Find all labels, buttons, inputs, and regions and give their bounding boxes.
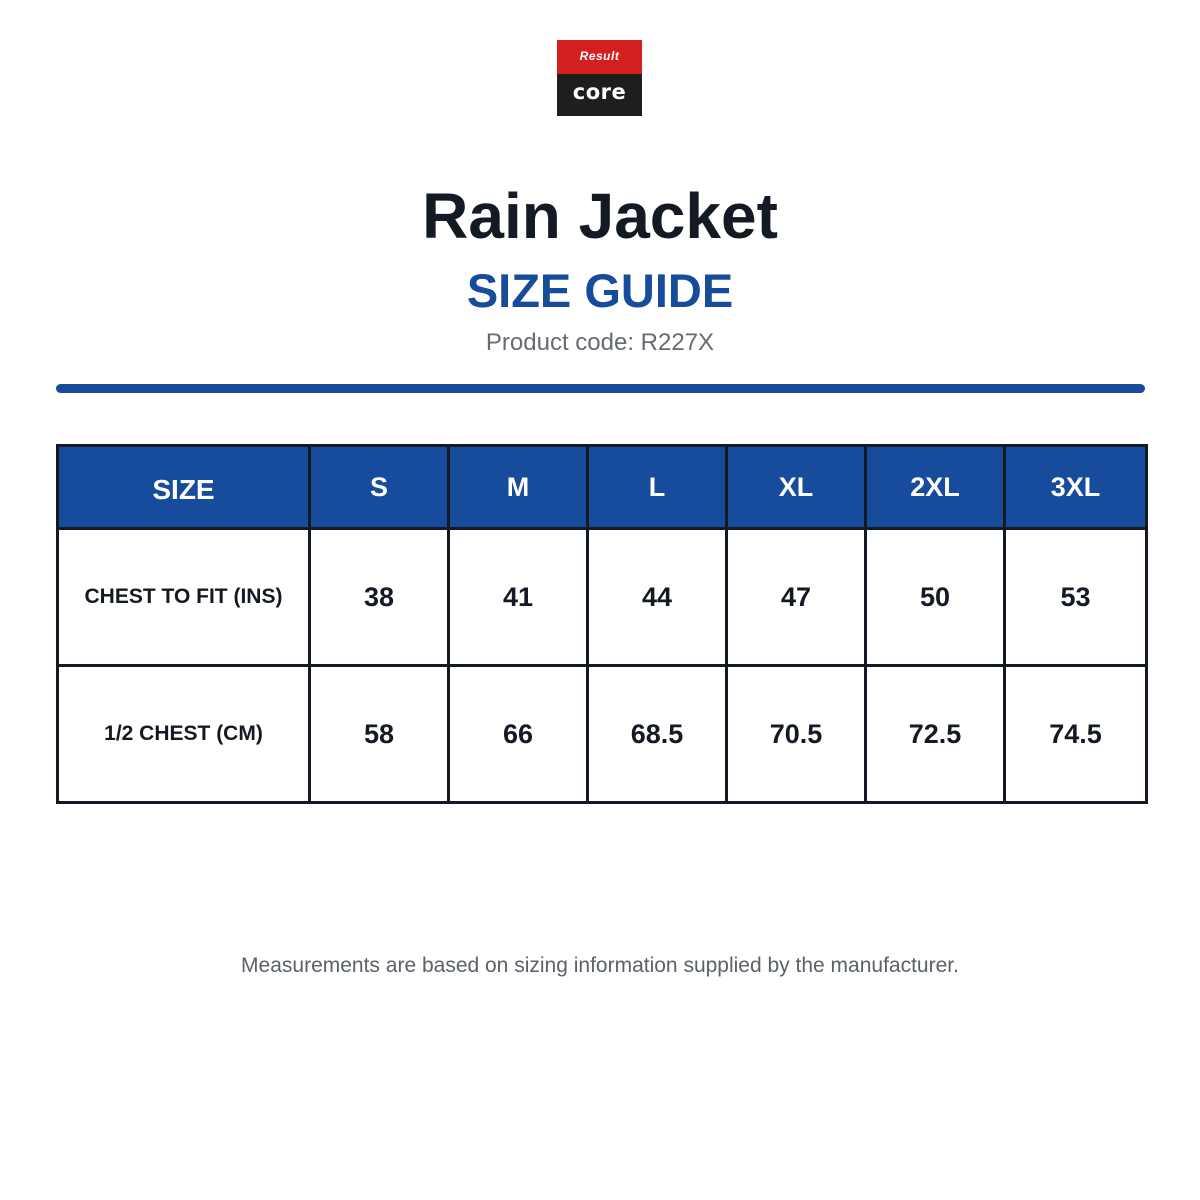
table-header-row [58,446,1147,529]
table-cell: 38 [310,529,449,666]
column-header: 3XL [1005,446,1147,529]
table-row [58,529,1147,666]
product-code: Product code: R227X [485,329,715,356]
column-header: M [449,446,588,529]
brand-logo [557,40,642,116]
column-header: XL [727,446,866,529]
column-header-size: SIZE [58,446,310,529]
page-subtitle: SIZE GUIDE [466,264,734,317]
logo-bottom-text: core [572,80,627,104]
table-cell: 47 [727,529,866,666]
footnote: Measurements are based on sizing information supplied by the manufacturer. [241,954,959,977]
logo-top-text: Result [579,48,620,63]
table-cell: 70.5 [727,666,866,803]
table-cell: 41 [449,529,588,666]
table-row [58,666,1147,803]
column-header: L [588,446,727,529]
logo-top-band [557,40,642,74]
size-table [56,444,1148,804]
column-header: 2XL [866,446,1005,529]
row-label: 1/2 CHEST (CM) [58,666,310,803]
table-cell: 44 [588,529,727,666]
table-cell: 53 [1005,529,1147,666]
logo-bottom-band [557,74,642,116]
table-cell: 66 [449,666,588,803]
column-header: S [310,446,449,529]
table-cell: 72.5 [866,666,1005,803]
page-title: Rain Jacket [422,180,778,252]
table-cell: 50 [866,529,1005,666]
table-cell: 74.5 [1005,666,1147,803]
row-label: CHEST TO FIT (INS) [58,529,310,666]
table-cell: 68.5 [588,666,727,803]
header-divider [56,384,1145,393]
table-cell: 58 [310,666,449,803]
